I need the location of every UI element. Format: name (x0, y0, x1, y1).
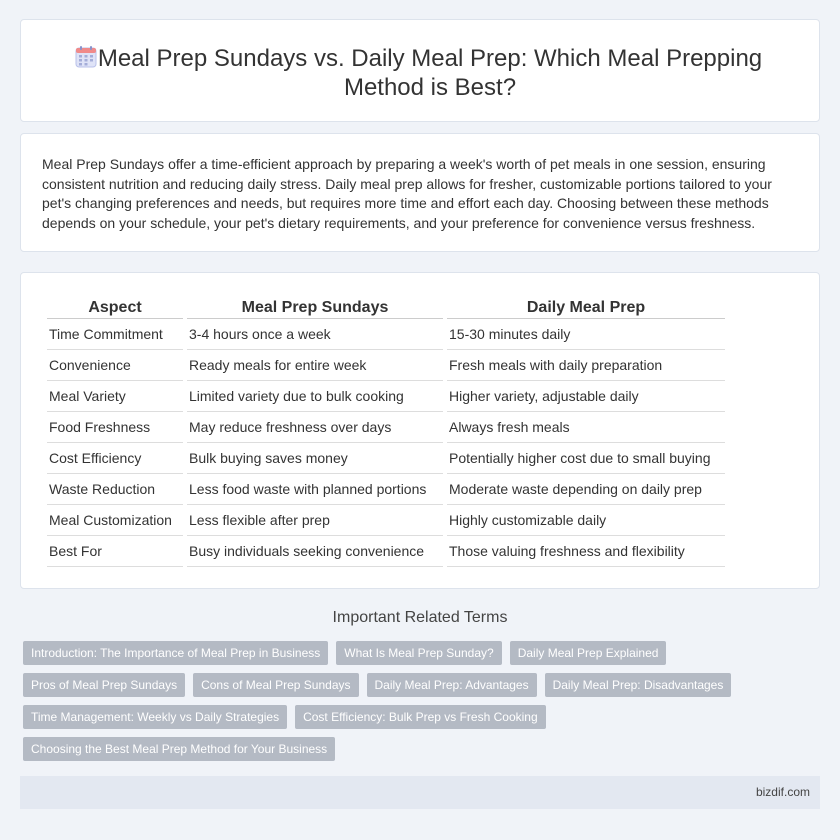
summary-card (20, 133, 820, 252)
table-cell: Meal Variety (47, 381, 183, 412)
related-term-tag[interactable]: What Is Meal Prep Sunday? (336, 641, 501, 665)
table-cell: Moderate waste depending on daily prep (447, 474, 725, 505)
table-cell: Ready meals for entire week (187, 350, 443, 381)
site-link[interactable]: bizdif.com (755, 785, 810, 799)
table-cell: Bulk buying saves money (187, 443, 443, 474)
related-term-tag[interactable]: Daily Meal Prep: Disadvantages (545, 673, 732, 697)
related-term-tag[interactable]: Daily Meal Prep: Advantages (367, 673, 537, 697)
table-row (47, 505, 725, 536)
table-cell: Higher variety, adjustable daily (447, 381, 725, 412)
table-cell: Convenience (47, 350, 183, 381)
table-cell: Highly customizable daily (447, 505, 725, 536)
table-cell: Less flexible after prep (187, 505, 443, 536)
table-cell: Fresh meals with daily preparation (447, 350, 725, 381)
table-row (47, 412, 725, 443)
related-term-tag[interactable]: Introduction: The Importance of Meal Prep in Business (23, 641, 328, 665)
footer (20, 776, 820, 809)
column-header-meal-prep-sundays: Meal Prep Sundays (187, 295, 443, 319)
table-cell: Always fresh meals (447, 412, 725, 443)
table-row (47, 536, 725, 567)
table-cell: Time Commitment (47, 319, 183, 350)
related-terms-tags (23, 641, 743, 761)
table-header-row (47, 295, 725, 319)
comparison-table (43, 295, 729, 567)
table-cell: Food Freshness (47, 412, 183, 443)
table-row (47, 381, 725, 412)
table-cell: May reduce freshness over days (187, 412, 443, 443)
table-row (47, 443, 725, 474)
related-terms-heading: Important Related Terms (332, 609, 508, 626)
related-term-tag[interactable]: Daily Meal Prep Explained (510, 641, 667, 665)
table-cell: Best For (47, 536, 183, 567)
table-cell: Meal Customization (47, 505, 183, 536)
table-cell: 15-30 minutes daily (447, 319, 725, 350)
page-title: Meal Prep Sundays vs. Daily Meal Prep: Which Meal Prepping Method is Best? (97, 45, 763, 101)
related-term-tag[interactable]: Pros of Meal Prep Sundays (23, 673, 185, 697)
related-term-tag[interactable]: Cons of Meal Prep Sundays (193, 673, 358, 697)
table-cell: Cost Efficiency (47, 443, 183, 474)
related-term-tag[interactable]: Cost Efficiency: Bulk Prep vs Fresh Cooking (295, 705, 546, 729)
column-header-aspect: Aspect (47, 295, 183, 319)
comparison-table-card (20, 272, 820, 589)
related-term-tag[interactable]: Choosing the Best Meal Prep Method for Your Business (23, 737, 335, 761)
table-row (47, 319, 725, 350)
table-cell: Waste Reduction (47, 474, 183, 505)
table-row (47, 474, 725, 505)
related-term-tag[interactable]: Time Management: Weekly vs Daily Strategies (23, 705, 287, 729)
summary-text: Meal Prep Sundays offer a time-efficient approach by preparing a week's worth of pet meals in one session, ensuring consistent nutrition and reducing daily stress. Daily meal prep allows for fresher, customizable portions tailored to your pet's changing preferences and needs, but requires more time and effort each day. Choosing between these methods depends on your schedule, your pet's dietary requirements, and your preference for convenience versus freshness. (42, 156, 772, 231)
table-cell: Limited variety due to bulk cooking (187, 381, 443, 412)
table-cell: Those valuing freshness and flexibility (447, 536, 725, 567)
title-card (20, 19, 820, 122)
table-cell: Busy individuals seeking convenience (187, 536, 443, 567)
table-cell: Potentially higher cost due to small buying (447, 443, 725, 474)
column-header-daily-meal-prep: Daily Meal Prep (447, 295, 725, 319)
table-cell: 3-4 hours once a week (187, 319, 443, 350)
table-row (47, 350, 725, 381)
table-cell: Less food waste with planned portions (187, 474, 443, 505)
